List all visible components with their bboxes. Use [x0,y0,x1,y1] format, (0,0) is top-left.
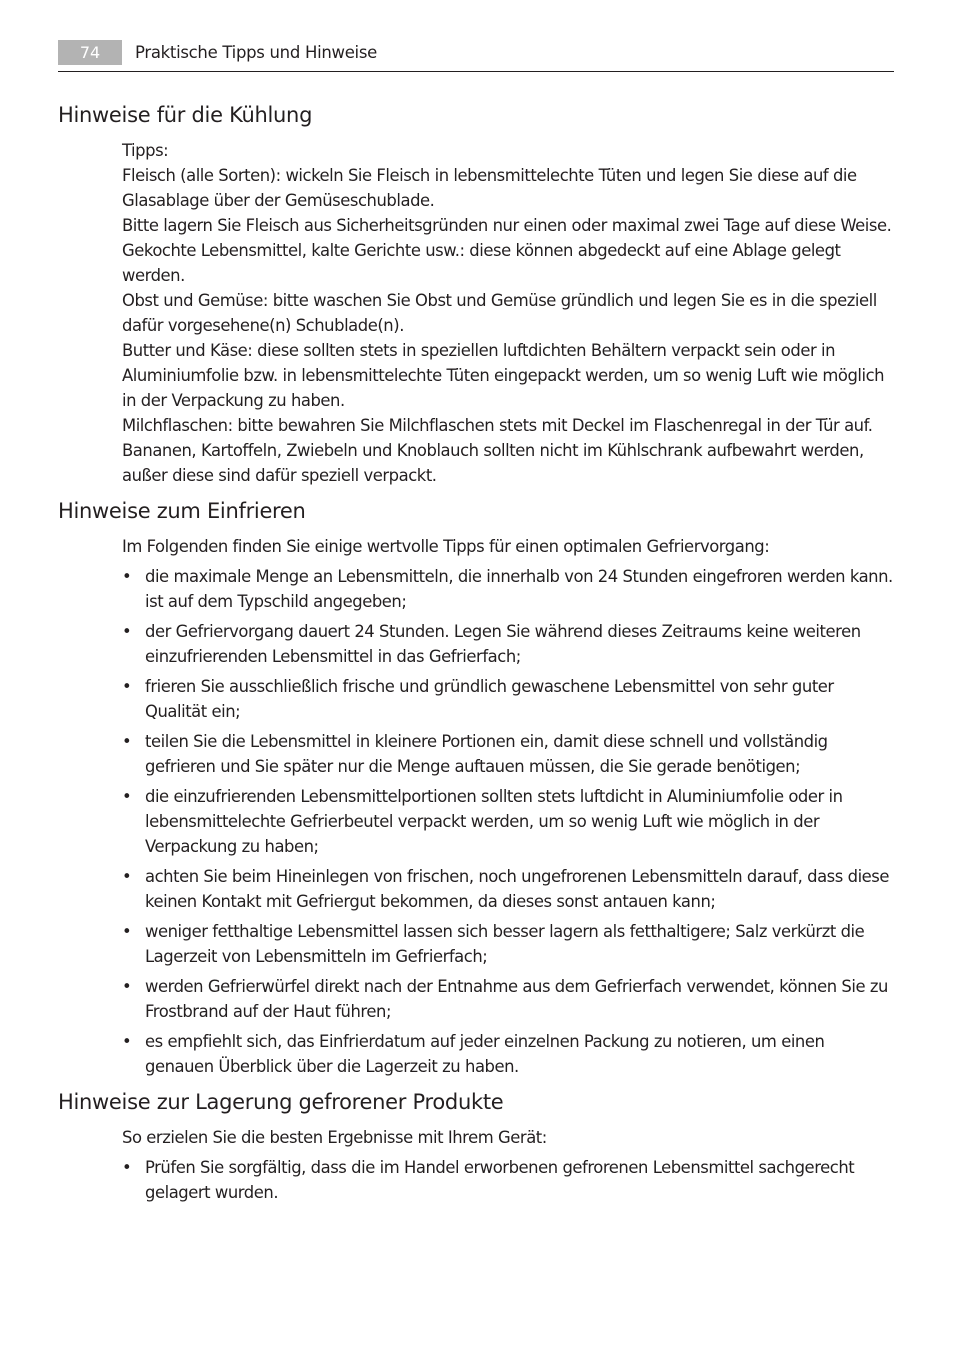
bullet-icon: • [122,622,132,641]
section-title-lagerung: Hinweise zur Lagerung gefrorener Produkte [58,1090,504,1114]
section-intro-lagerung: So erzielen Sie die besten Ergebnisse mit Ihrem Gerät: [122,1128,547,1147]
list-item-text: achten Sie beim Hineinlegen von frischen, noch ungefrorenen Lebensmitteln darauf, dass diese keinen Kontakt mit Gefriergut bekommen, da dieses sonst antauen kann; [145,867,890,911]
section-title-einfrieren: Hinweise zum Einfrieren [58,499,306,523]
running-title: Praktische Tipps und Hinweise [135,43,377,62]
list-item-text: frieren Sie ausschließlich frische und gründlich gewaschene Lebensmittel von sehr guter Qualität ein; [145,677,834,721]
bullet-icon: • [122,867,132,886]
bullet-icon: • [122,922,132,941]
section-body-kuehlung [122,138,894,488]
bullet-icon: • [122,1032,132,1051]
paragraph: Obst und Gemüse: bitte waschen Sie Obst und Gemüse gründlich und legen Sie es in die speziell dafür vorgesehene(n) Schublade(n). [122,291,877,335]
page-content [58,100,894,1210]
list-item-text: der Gefriervorgang dauert 24 Stunden. Legen Sie während dieses Zeitraums keine weiteren einzufrierenden Lebensmittel in das Gefrierfach; [145,622,861,666]
list-item [122,784,894,859]
paragraph: Milchflaschen: bitte bewahren Sie Milchflaschen stets mit Deckel im Flaschenregal in der Tür auf. [122,416,873,435]
list-item-text: die maximale Menge an Lebensmitteln, die innerhalb von 24 Stunden eingefroren werden kann. ist auf dem Typschild angegeben; [145,567,893,611]
paragraph: Gekochte Lebensmittel, kalte Gerichte usw.: diese können abgedeckt auf eine Ablage gelegt werden. [122,241,841,285]
list-item [122,729,894,779]
page-header [58,40,894,72]
list-item [122,1029,894,1079]
list-item-text: werden Gefrierwürfel direkt nach der Entnahme aus dem Gefrierfach verwendet, können Sie zu Frostbrand auf der Haut führen; [145,977,888,1021]
bullet-icon: • [122,787,132,806]
list-item [122,974,894,1024]
section-title-kuehlung: Hinweise für die Kühlung [58,103,313,127]
paragraph: Bananen, Kartoffeln, Zwiebeln und Knoblauch sollten nicht im Kühlschrank aufbewahrt werden, außer diese sind dafür speziell verpackt. [122,441,864,485]
paragraph: Bitte lagern Sie Fleisch aus Sicherheitsgründen nur einen oder maximal zwei Tage auf diese Weise. [122,216,892,235]
bullet-list-lagerung [122,1155,894,1205]
paragraph: Tipps: [122,141,169,160]
list-item [122,619,894,669]
list-item-text: teilen Sie die Lebensmittel in kleinere Portionen ein, damit diese schnell und vollständig gefrieren und Sie später nur die Menge auftauen müssen, die Sie gerade benötigen; [145,732,828,776]
page-number: 74 [58,40,122,65]
list-item-text: die einzufrierenden Lebensmittelportionen sollten stets luftdicht in Aluminiumfolie oder in lebensmittelechte Gefrierbeutel verpackt werden, um so wenig Luft wie möglich in der Verpackung zu haben; [145,787,843,856]
bullet-icon: • [122,977,132,996]
list-item [122,674,894,724]
bullet-icon: • [122,567,132,586]
list-item-text: Prüfen Sie sorgfältig, dass die im Handel erworbenen gefrorenen Lebensmittel sachgerecht gelagert wurden. [145,1158,855,1202]
list-item [122,564,894,614]
list-item-text: weniger fetthaltige Lebensmittel lassen sich besser lagern als fetthaltigere; Salz verkürzt die Lagerzeit von Lebensmitteln im Gefrierfach; [145,922,865,966]
section-intro-einfrieren: Im Folgenden finden Sie einige wertvolle Tipps für einen optimalen Gefriervorgang: [122,537,770,556]
list-item [122,919,894,969]
list-item [122,864,894,914]
list-item-text: es empfiehlt sich, das Einfrierdatum auf jeder einzelnen Packung zu notieren, um einen genauen Überblick über die Lagerzeit zu haben. [145,1032,825,1076]
paragraph: Fleisch (alle Sorten): wickeln Sie Fleisch in lebensmittelechte Tüten und legen Sie diese auf die Glasablage über der Gemüseschublade. [122,166,857,210]
list-item [122,1155,894,1205]
bullet-icon: • [122,677,132,696]
bullet-icon: • [122,732,132,751]
bullet-icon: • [122,1158,132,1177]
paragraph: Butter und Käse: diese sollten stets in speziellen luftdichten Behältern verpackt sein oder in Aluminiumfolie bzw. in lebensmittelechte Tüten eingepackt werden, um so wenig Luft wie möglich in der Verpackung zu haben. [122,341,885,410]
bullet-list-einfrieren [122,564,894,1079]
